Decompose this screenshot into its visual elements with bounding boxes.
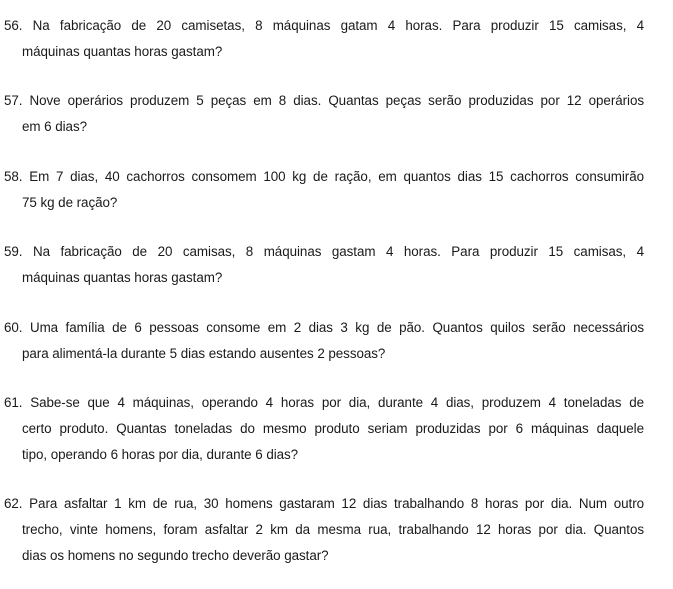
question-line: 59. Na fabricação de 20 camisas, 8 máquinas gastam 4 horas. Para produzir 15 camisas, 4 — [4, 244, 644, 259]
question-60 — [4, 315, 644, 367]
question-line: trecho, vinte homens, foram asfaltar 2 km da mesma rua, trabalhando 12 horas por dia. Quantos — [22, 522, 644, 537]
question-line: em 6 dias? — [22, 119, 88, 134]
question-line: certo produto. Quantas toneladas do mesmo produto seriam produzidas por 6 máquinas daquele — [22, 421, 644, 436]
question-56 — [4, 13, 644, 65]
question-57 — [4, 88, 644, 140]
question-line: para alimentá-la durante 5 dias estando ausentes 2 pessoas? — [22, 346, 386, 361]
question-line: 62. Para asfaltar 1 km de rua, 30 homens gastaram 12 dias trabalhando 8 horas por dia. Num outro — [4, 496, 644, 511]
question-line: 57. Nove operários produzem 5 peças em 8 dias. Quantas peças serão produzidas por 12 operários — [4, 93, 644, 108]
question-62 — [4, 491, 644, 569]
question-line: 56. Na fabricação de 20 camisetas, 8 máquinas gatam 4 horas. Para produzir 15 camisas, 4 — [4, 18, 644, 33]
question-line: dias os homens no segundo trecho deverão gastar? — [22, 548, 329, 563]
question-61 — [4, 390, 644, 468]
question-line: tipo, operando 6 horas por dia, durante 6 dias? — [22, 447, 299, 462]
question-line: máquinas quantas horas gastam? — [22, 270, 223, 285]
question-line: 61. Sabe-se que 4 máquinas, operando 4 horas por dia, durante 4 dias, produzem 4 toneladas de — [4, 395, 644, 410]
question-line: 58. Em 7 dias, 40 cachorros consomem 100 kg de ração, em quantos dias 15 cachorros consumirão — [4, 169, 644, 184]
question-58 — [4, 164, 644, 216]
question-line: máquinas quantas horas gastam? — [22, 44, 223, 59]
question-59 — [4, 239, 644, 291]
question-line: 75 kg de ração? — [22, 195, 118, 210]
question-line: 60. Uma família de 6 pessoas consome em 2 dias 3 kg de pão. Quantos quilos serão necessários — [4, 320, 644, 335]
